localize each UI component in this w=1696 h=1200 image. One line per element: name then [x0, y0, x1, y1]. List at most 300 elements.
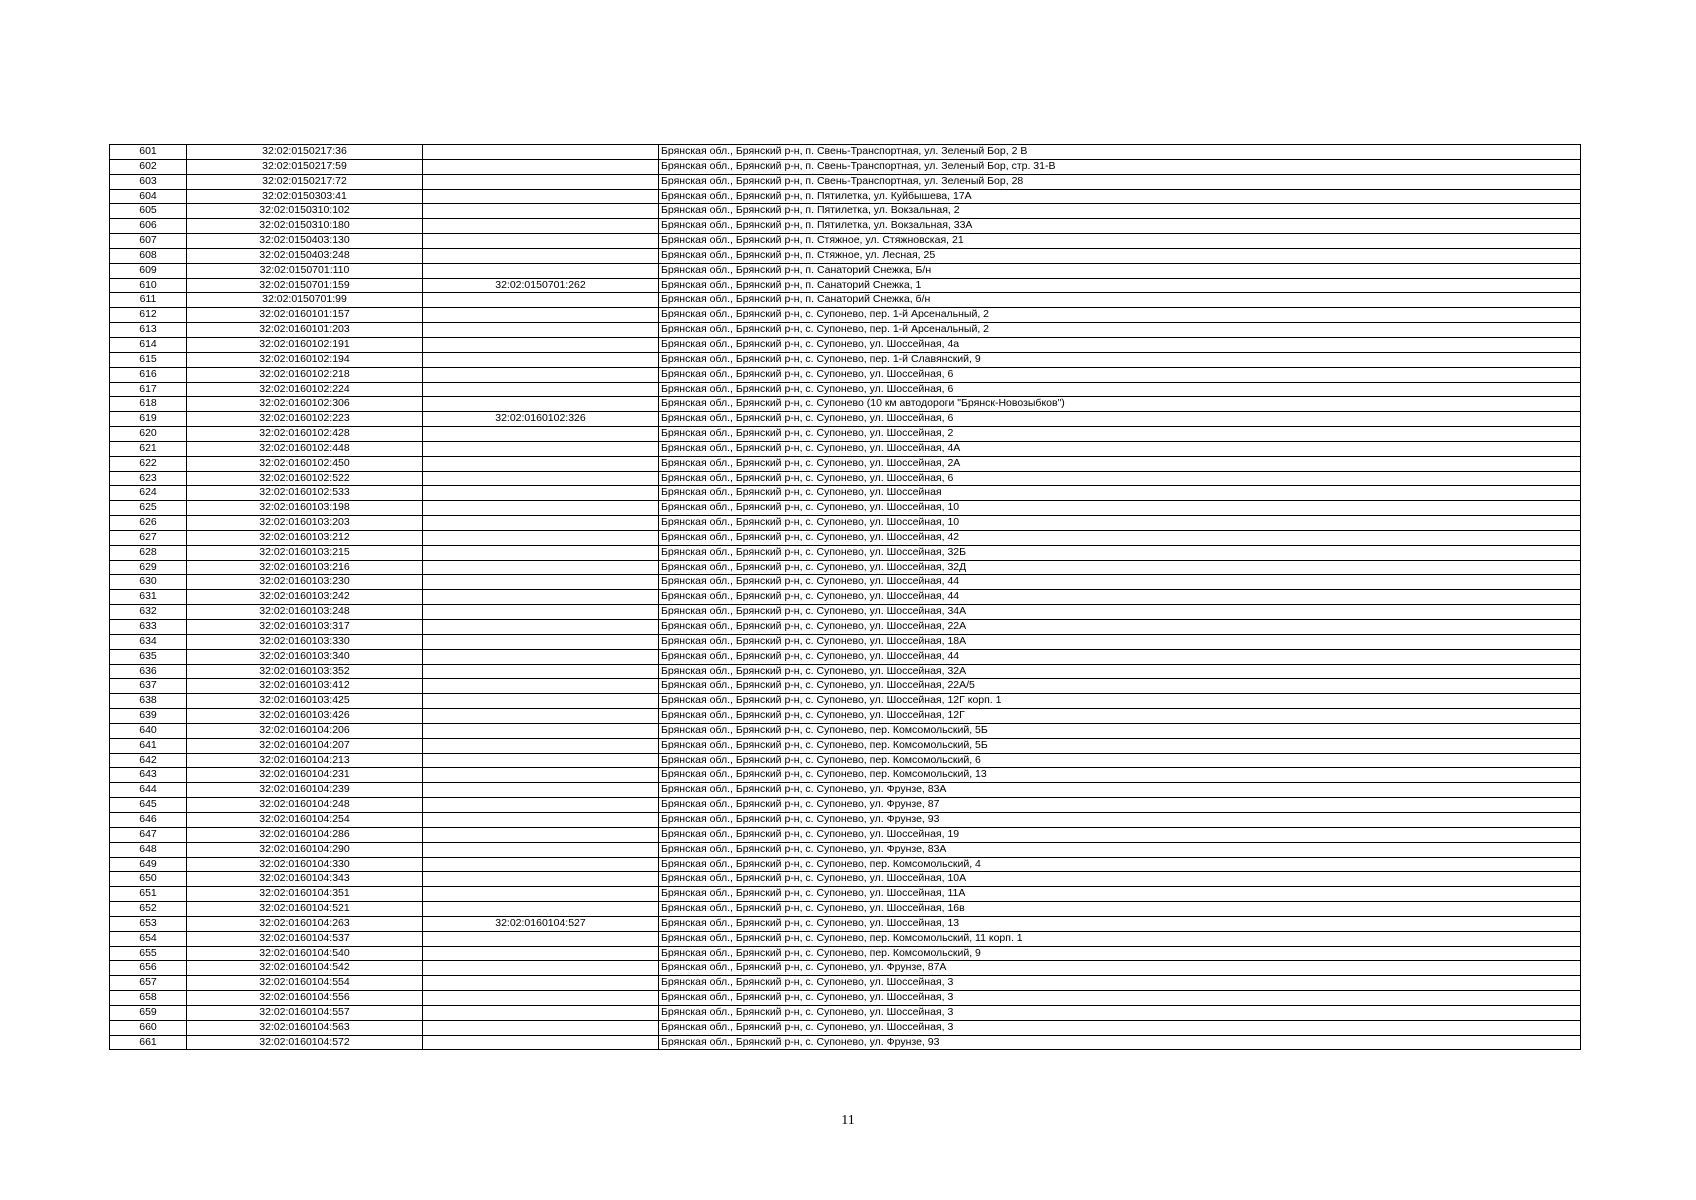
linked-cadastral-number-cell — [423, 234, 659, 249]
table-row — [110, 605, 1581, 620]
address-cell: Брянская обл., Брянский р-н, п. Пятилетка, ул. Вокзальная, 2 — [659, 204, 1581, 219]
row-number-cell: 660 — [110, 1020, 187, 1035]
table-row — [110, 679, 1581, 694]
table-row — [110, 916, 1581, 931]
cadastral-number-cell: 32:02:0160101:157 — [187, 308, 423, 323]
table-row — [110, 1035, 1581, 1050]
linked-cadastral-number-cell: 32:02:0150701:262 — [423, 278, 659, 293]
property-table — [109, 144, 1581, 1050]
linked-cadastral-number-cell — [423, 486, 659, 501]
cadastral-number-cell: 32:02:0160102:191 — [187, 337, 423, 352]
linked-cadastral-number-cell — [423, 501, 659, 516]
row-number-cell: 617 — [110, 382, 187, 397]
linked-cadastral-number-cell — [423, 337, 659, 352]
cadastral-number-cell: 32:02:0160104:239 — [187, 783, 423, 798]
cadastral-number-cell: 32:02:0160104:330 — [187, 857, 423, 872]
table-row — [110, 352, 1581, 367]
address-cell: Брянская обл., Брянский р-н, с. Супонево, ул. Шоссейная — [659, 486, 1581, 501]
table-row — [110, 189, 1581, 204]
linked-cadastral-number-cell — [423, 857, 659, 872]
address-cell: Брянская обл., Брянский р-н, п. Санаторий Снежка, 1 — [659, 278, 1581, 293]
row-number-cell: 654 — [110, 931, 187, 946]
linked-cadastral-number-cell — [423, 827, 659, 842]
cadastral-number-cell: 32:02:0160104:213 — [187, 753, 423, 768]
address-cell: Брянская обл., Брянский р-н, с. Супонево, ул. Шоссейная, 6 — [659, 367, 1581, 382]
table-row — [110, 798, 1581, 813]
row-number-cell: 603 — [110, 174, 187, 189]
row-number-cell: 605 — [110, 204, 187, 219]
cadastral-number-cell: 32:02:0150217:59 — [187, 159, 423, 174]
table-row — [110, 1005, 1581, 1020]
table-row — [110, 753, 1581, 768]
row-number-cell: 651 — [110, 887, 187, 902]
row-number-cell: 618 — [110, 397, 187, 412]
cadastral-number-cell: 32:02:0160103:203 — [187, 516, 423, 531]
table-row — [110, 664, 1581, 679]
linked-cadastral-number-cell — [423, 976, 659, 991]
address-cell: Брянская обл., Брянский р-н, с. Супонево, ул. Фрунзе, 83А — [659, 842, 1581, 857]
table-row — [110, 159, 1581, 174]
address-cell: Брянская обл., Брянский р-н, с. Супонево, ул. Шоссейная, 44 — [659, 575, 1581, 590]
row-number-cell: 661 — [110, 1035, 187, 1050]
linked-cadastral-number-cell — [423, 545, 659, 560]
table-row — [110, 412, 1581, 427]
address-cell: Брянская обл., Брянский р-н, п. Стяжное, ул. Лесная, 25 — [659, 248, 1581, 263]
row-number-cell: 612 — [110, 308, 187, 323]
table-row — [110, 872, 1581, 887]
cadastral-number-cell: 32:02:0160102:194 — [187, 352, 423, 367]
linked-cadastral-number-cell — [423, 1005, 659, 1020]
row-number-cell: 633 — [110, 620, 187, 635]
cadastral-number-cell: 32:02:0150701:110 — [187, 263, 423, 278]
linked-cadastral-number-cell — [423, 991, 659, 1006]
table-row — [110, 694, 1581, 709]
address-cell: Брянская обл., Брянский р-н, с. Супонево, ул. Шоссейная, 2А — [659, 456, 1581, 471]
table-row — [110, 1020, 1581, 1035]
row-number-cell: 639 — [110, 709, 187, 724]
linked-cadastral-number-cell — [423, 679, 659, 694]
cadastral-number-cell: 32:02:0160102:450 — [187, 456, 423, 471]
cadastral-number-cell: 32:02:0160103:330 — [187, 634, 423, 649]
address-cell: Брянская обл., Брянский р-н, с. Супонево, ул. Шоссейная, 10А — [659, 872, 1581, 887]
linked-cadastral-number-cell — [423, 872, 659, 887]
linked-cadastral-number-cell — [423, 694, 659, 709]
cadastral-number-cell: 32:02:0160103:425 — [187, 694, 423, 709]
linked-cadastral-number-cell: 32:02:0160104:527 — [423, 916, 659, 931]
row-number-cell: 627 — [110, 530, 187, 545]
address-cell: Брянская обл., Брянский р-н, с. Супонево, ул. Шоссейная, 22А/5 — [659, 679, 1581, 694]
address-cell: Брянская обл., Брянский р-н, с. Супонево, пер. Комсомольский, 11 корп. 1 — [659, 931, 1581, 946]
row-number-cell: 650 — [110, 872, 187, 887]
row-number-cell: 643 — [110, 768, 187, 783]
page-number: 11 — [841, 1113, 855, 1128]
address-cell: Брянская обл., Брянский р-н, с. Супонево, ул. Шоссейная, 6 — [659, 471, 1581, 486]
row-number-cell: 623 — [110, 471, 187, 486]
cadastral-number-cell: 32:02:0150403:130 — [187, 234, 423, 249]
linked-cadastral-number-cell — [423, 842, 659, 857]
address-cell: Брянская обл., Брянский р-н, с. Супонево, пер. Комсомольский, 5Б — [659, 738, 1581, 753]
property-table-body — [110, 145, 1581, 1050]
linked-cadastral-number-cell — [423, 887, 659, 902]
table-row — [110, 456, 1581, 471]
cadastral-number-cell: 32:02:0160103:242 — [187, 590, 423, 605]
row-number-cell: 637 — [110, 679, 187, 694]
table-row — [110, 738, 1581, 753]
linked-cadastral-number-cell — [423, 753, 659, 768]
address-cell: Брянская обл., Брянский р-н, с. Супонево, ул. Шоссейная, 42 — [659, 530, 1581, 545]
linked-cadastral-number-cell — [423, 219, 659, 234]
address-cell: Брянская обл., Брянский р-н, п. Санаторий Снежка, б/н — [659, 293, 1581, 308]
table-row — [110, 263, 1581, 278]
address-cell: Брянская обл., Брянский р-н, с. Супонево, ул. Шоссейная, 19 — [659, 827, 1581, 842]
cadastral-number-cell: 32:02:0160102:522 — [187, 471, 423, 486]
table-row — [110, 902, 1581, 917]
cadastral-number-cell: 32:02:0160103:340 — [187, 649, 423, 664]
linked-cadastral-number-cell — [423, 575, 659, 590]
table-row — [110, 293, 1581, 308]
cadastral-number-cell: 32:02:0150310:102 — [187, 204, 423, 219]
address-cell: Брянская обл., Брянский р-н, с. Супонево, ул. Шоссейная, 3 — [659, 1005, 1581, 1020]
address-cell: Брянская обл., Брянский р-н, с. Супонево, пер. 1-й Арсенальный, 2 — [659, 323, 1581, 338]
linked-cadastral-number-cell — [423, 560, 659, 575]
address-cell: Брянская обл., Брянский р-н, с. Супонево, ул. Шоссейная, 10 — [659, 501, 1581, 516]
linked-cadastral-number-cell — [423, 397, 659, 412]
address-cell: Брянская обл., Брянский р-н, с. Супонево, ул. Шоссейная, 18А — [659, 634, 1581, 649]
linked-cadastral-number-cell — [423, 605, 659, 620]
address-cell: Брянская обл., Брянский р-н, с. Супонево, ул. Фрунзе, 93 — [659, 1035, 1581, 1050]
table-row — [110, 976, 1581, 991]
row-number-cell: 647 — [110, 827, 187, 842]
table-row — [110, 545, 1581, 560]
address-cell: Брянская обл., Брянский р-н, п. Пятилетка, ул. Куйбышева, 17А — [659, 189, 1581, 204]
linked-cadastral-number-cell — [423, 768, 659, 783]
cadastral-number-cell: 32:02:0160104:521 — [187, 902, 423, 917]
address-cell: Брянская обл., Брянский р-н, с. Супонево, пер. Комсомольский, 13 — [659, 768, 1581, 783]
address-cell: Брянская обл., Брянский р-н, с. Супонево, ул. Шоссейная, 10 — [659, 516, 1581, 531]
address-cell: Брянская обл., Брянский р-н, с. Супонево, ул. Фрунзе, 87А — [659, 961, 1581, 976]
cadastral-number-cell: 32:02:0160102:306 — [187, 397, 423, 412]
linked-cadastral-number-cell — [423, 590, 659, 605]
table-row — [110, 219, 1581, 234]
row-number-cell: 620 — [110, 427, 187, 442]
cadastral-number-cell: 32:02:0150701:159 — [187, 278, 423, 293]
linked-cadastral-number-cell — [423, 263, 659, 278]
address-cell: Брянская обл., Брянский р-н, с. Супонево, пер. Комсомольский, 9 — [659, 946, 1581, 961]
address-cell: Брянская обл., Брянский р-н, с. Супонево, ул. Шоссейная, 6 — [659, 382, 1581, 397]
address-cell: Брянская обл., Брянский р-н, п. Стяжное, ул. Стяжновская, 21 — [659, 234, 1581, 249]
row-number-cell: 622 — [110, 456, 187, 471]
row-number-cell: 648 — [110, 842, 187, 857]
cadastral-number-cell: 32:02:0150701:99 — [187, 293, 423, 308]
table-row — [110, 991, 1581, 1006]
row-number-cell: 649 — [110, 857, 187, 872]
table-row — [110, 590, 1581, 605]
address-cell: Брянская обл., Брянский р-н, с. Супонево, ул. Шоссейная, 32Д — [659, 560, 1581, 575]
address-cell: Брянская обл., Брянский р-н, п. Санаторий Снежка, Б/н — [659, 263, 1581, 278]
table-row — [110, 516, 1581, 531]
address-cell: Брянская обл., Брянский р-н, с. Супонево, ул. Шоссейная, 44 — [659, 649, 1581, 664]
row-number-cell: 646 — [110, 812, 187, 827]
linked-cadastral-number-cell — [423, 620, 659, 635]
cadastral-number-cell: 32:02:0160103:317 — [187, 620, 423, 635]
row-number-cell: 611 — [110, 293, 187, 308]
row-number-cell: 645 — [110, 798, 187, 813]
table-row — [110, 620, 1581, 635]
row-number-cell: 615 — [110, 352, 187, 367]
linked-cadastral-number-cell — [423, 174, 659, 189]
address-cell: Брянская обл., Брянский р-н, с. Супонево (10 км автодороги "Брянск-Новозыбков") — [659, 397, 1581, 412]
linked-cadastral-number-cell — [423, 352, 659, 367]
cadastral-number-cell: 32:02:0160103:198 — [187, 501, 423, 516]
address-cell: Брянская обл., Брянский р-н, с. Супонево, пер. 1-й Славянский, 9 — [659, 352, 1581, 367]
linked-cadastral-number-cell — [423, 931, 659, 946]
cadastral-number-cell: 32:02:0160103:248 — [187, 605, 423, 620]
cadastral-number-cell: 32:02:0160104:207 — [187, 738, 423, 753]
row-number-cell: 616 — [110, 367, 187, 382]
table-row — [110, 308, 1581, 323]
table-row — [110, 204, 1581, 219]
cadastral-number-cell: 32:02:0160104:563 — [187, 1020, 423, 1035]
cadastral-number-cell: 32:02:0150403:248 — [187, 248, 423, 263]
row-number-cell: 636 — [110, 664, 187, 679]
table-row — [110, 560, 1581, 575]
address-cell: Брянская обл., Брянский р-н, с. Супонево, ул. Фрунзе, 83А — [659, 783, 1581, 798]
linked-cadastral-number-cell — [423, 456, 659, 471]
table-row — [110, 323, 1581, 338]
table-row — [110, 783, 1581, 798]
linked-cadastral-number-cell — [423, 516, 659, 531]
linked-cadastral-number-cell — [423, 204, 659, 219]
address-cell: Брянская обл., Брянский р-н, с. Супонево, ул. Шоссейная, 13 — [659, 916, 1581, 931]
linked-cadastral-number-cell — [423, 1035, 659, 1050]
row-number-cell: 621 — [110, 441, 187, 456]
address-cell: Брянская обл., Брянский р-н, с. Супонево, пер. 1-й Арсенальный, 2 — [659, 308, 1581, 323]
table-row — [110, 946, 1581, 961]
row-number-cell: 630 — [110, 575, 187, 590]
linked-cadastral-number-cell — [423, 308, 659, 323]
address-cell: Брянская обл., Брянский р-н, с. Супонево, ул. Шоссейная, 32А — [659, 664, 1581, 679]
table-row — [110, 723, 1581, 738]
table-row — [110, 234, 1581, 249]
row-number-cell: 659 — [110, 1005, 187, 1020]
address-cell: Брянская обл., Брянский р-н, с. Супонево, ул. Шоссейная, 16в — [659, 902, 1581, 917]
cadastral-number-cell: 32:02:0160104:554 — [187, 976, 423, 991]
table-row — [110, 278, 1581, 293]
row-number-cell: 635 — [110, 649, 187, 664]
table-row — [110, 174, 1581, 189]
cadastral-number-cell: 32:02:0160103:212 — [187, 530, 423, 545]
table-row — [110, 857, 1581, 872]
address-cell: Брянская обл., Брянский р-н, с. Супонево, ул. Шоссейная, 34А — [659, 605, 1581, 620]
cadastral-number-cell: 32:02:0160102:218 — [187, 367, 423, 382]
row-number-cell: 634 — [110, 634, 187, 649]
linked-cadastral-number-cell — [423, 738, 659, 753]
cadastral-number-cell: 32:02:0160103:215 — [187, 545, 423, 560]
address-cell: Брянская обл., Брянский р-н, с. Супонево, ул. Шоссейная, 2 — [659, 427, 1581, 442]
row-number-cell: 642 — [110, 753, 187, 768]
linked-cadastral-number-cell — [423, 145, 659, 160]
row-number-cell: 619 — [110, 412, 187, 427]
row-number-cell: 629 — [110, 560, 187, 575]
cadastral-number-cell: 32:02:0160104:540 — [187, 946, 423, 961]
linked-cadastral-number-cell — [423, 649, 659, 664]
linked-cadastral-number-cell — [423, 382, 659, 397]
address-cell: Брянская обл., Брянский р-н, с. Супонево, ул. Шоссейная, 6 — [659, 412, 1581, 427]
row-number-cell: 657 — [110, 976, 187, 991]
table-row — [110, 649, 1581, 664]
address-cell: Брянская обл., Брянский р-н, п. Пятилетка, ул. Вокзальная, 33А — [659, 219, 1581, 234]
row-number-cell: 609 — [110, 263, 187, 278]
cadastral-number-cell: 32:02:0160103:216 — [187, 560, 423, 575]
row-number-cell: 658 — [110, 991, 187, 1006]
table-row — [110, 709, 1581, 724]
address-cell: Брянская обл., Брянский р-н, п. Свень-Транспортная, ул. Зеленый Бор, 28 — [659, 174, 1581, 189]
table-row — [110, 337, 1581, 352]
cadastral-number-cell: 32:02:0160102:533 — [187, 486, 423, 501]
address-cell: Брянская обл., Брянский р-н, с. Супонево, ул. Шоссейная, 44 — [659, 590, 1581, 605]
row-number-cell: 632 — [110, 605, 187, 620]
cadastral-number-cell: 32:02:0160104:351 — [187, 887, 423, 902]
address-cell: Брянская обл., Брянский р-н, с. Супонево, ул. Фрунзе, 93 — [659, 812, 1581, 827]
address-cell: Брянская обл., Брянский р-н, с. Супонево, ул. Шоссейная, 4А — [659, 441, 1581, 456]
row-number-cell: 631 — [110, 590, 187, 605]
linked-cadastral-number-cell — [423, 1020, 659, 1035]
row-number-cell: 624 — [110, 486, 187, 501]
linked-cadastral-number-cell — [423, 530, 659, 545]
table-row — [110, 486, 1581, 501]
address-cell: Брянская обл., Брянский р-н, с. Супонево, ул. Шоссейная, 3 — [659, 991, 1581, 1006]
address-cell: Брянская обл., Брянский р-н, п. Свень-Транспортная, ул. Зеленый Бор, стр. 31-В — [659, 159, 1581, 174]
address-cell: Брянская обл., Брянский р-н, с. Супонево, ул. Фрунзе, 87 — [659, 798, 1581, 813]
table-row — [110, 471, 1581, 486]
address-cell: Брянская обл., Брянский р-н, с. Супонево, ул. Шоссейная, 12Г — [659, 709, 1581, 724]
cadastral-number-cell: 32:02:0160104:254 — [187, 812, 423, 827]
cadastral-number-cell: 32:02:0160104:343 — [187, 872, 423, 887]
row-number-cell: 614 — [110, 337, 187, 352]
table-row — [110, 961, 1581, 976]
cadastral-number-cell: 32:02:0150303:41 — [187, 189, 423, 204]
linked-cadastral-number-cell — [423, 367, 659, 382]
table-row — [110, 827, 1581, 842]
table-row — [110, 382, 1581, 397]
address-cell: Брянская обл., Брянский р-н, с. Супонево, ул. Шоссейная, 3 — [659, 976, 1581, 991]
linked-cadastral-number-cell — [423, 709, 659, 724]
cadastral-number-cell: 32:02:0150310:180 — [187, 219, 423, 234]
table-row — [110, 397, 1581, 412]
row-number-cell: 640 — [110, 723, 187, 738]
row-number-cell: 628 — [110, 545, 187, 560]
row-number-cell: 604 — [110, 189, 187, 204]
row-number-cell: 626 — [110, 516, 187, 531]
cadastral-number-cell: 32:02:0160101:203 — [187, 323, 423, 338]
linked-cadastral-number-cell — [423, 293, 659, 308]
row-number-cell: 606 — [110, 219, 187, 234]
table-row — [110, 248, 1581, 263]
linked-cadastral-number-cell — [423, 248, 659, 263]
cadastral-number-cell: 32:02:0160104:231 — [187, 768, 423, 783]
linked-cadastral-number-cell — [423, 189, 659, 204]
cadastral-number-cell: 32:02:0160102:448 — [187, 441, 423, 456]
cadastral-number-cell: 32:02:0160103:412 — [187, 679, 423, 694]
address-cell: Брянская обл., Брянский р-н, с. Супонево, ул. Шоссейная, 11А — [659, 887, 1581, 902]
linked-cadastral-number-cell — [423, 441, 659, 456]
address-cell: Брянская обл., Брянский р-н, с. Супонево, ул. Шоссейная, 3 — [659, 1020, 1581, 1035]
cadastral-number-cell: 32:02:0160104:206 — [187, 723, 423, 738]
address-cell: Брянская обл., Брянский р-н, с. Супонево, ул. Шоссейная, 22А — [659, 620, 1581, 635]
address-cell: Брянская обл., Брянский р-н, с. Супонево, пер. Комсомольский, 5Б — [659, 723, 1581, 738]
table-row — [110, 768, 1581, 783]
linked-cadastral-number-cell — [423, 961, 659, 976]
row-number-cell: 608 — [110, 248, 187, 263]
table-row — [110, 634, 1581, 649]
cadastral-number-cell: 32:02:0160104:286 — [187, 827, 423, 842]
table-row — [110, 530, 1581, 545]
row-number-cell: 601 — [110, 145, 187, 160]
table-row — [110, 887, 1581, 902]
row-number-cell: 653 — [110, 916, 187, 931]
cadastral-number-cell: 32:02:0160104:542 — [187, 961, 423, 976]
table-row — [110, 501, 1581, 516]
address-cell: Брянская обл., Брянский р-н, с. Супонево, пер. Комсомольский, 6 — [659, 753, 1581, 768]
linked-cadastral-number-cell — [423, 946, 659, 961]
address-cell: Брянская обл., Брянский р-н, с. Супонево, ул. Шоссейная, 12Г корп. 1 — [659, 694, 1581, 709]
cadastral-number-cell: 32:02:0160103:230 — [187, 575, 423, 590]
cadastral-number-cell: 32:02:0160102:428 — [187, 427, 423, 442]
cadastral-number-cell: 32:02:0160103:352 — [187, 664, 423, 679]
row-number-cell: 656 — [110, 961, 187, 976]
address-cell: Брянская обл., Брянский р-н, с. Супонево, ул. Шоссейная, 32Б — [659, 545, 1581, 560]
cadastral-number-cell: 32:02:0160104:537 — [187, 931, 423, 946]
linked-cadastral-number-cell — [423, 812, 659, 827]
address-cell: Брянская обл., Брянский р-н, с. Супонево, пер. Комсомольский, 4 — [659, 857, 1581, 872]
row-number-cell: 625 — [110, 501, 187, 516]
linked-cadastral-number-cell — [423, 723, 659, 738]
cadastral-number-cell: 32:02:0160102:223 — [187, 412, 423, 427]
cadastral-number-cell: 32:02:0160104:556 — [187, 991, 423, 1006]
table-row — [110, 842, 1581, 857]
table-row — [110, 575, 1581, 590]
cadastral-number-cell: 32:02:0160102:224 — [187, 382, 423, 397]
cadastral-number-cell: 32:02:0160104:248 — [187, 798, 423, 813]
table-row — [110, 441, 1581, 456]
address-cell: Брянская обл., Брянский р-н, п. Свень-Транспортная, ул. Зеленый Бор, 2 В — [659, 145, 1581, 160]
row-number-cell: 652 — [110, 902, 187, 917]
row-number-cell: 655 — [110, 946, 187, 961]
linked-cadastral-number-cell — [423, 664, 659, 679]
cadastral-number-cell: 32:02:0150217:72 — [187, 174, 423, 189]
cadastral-number-cell: 32:02:0160104:290 — [187, 842, 423, 857]
cadastral-number-cell: 32:02:0160104:557 — [187, 1005, 423, 1020]
table-row — [110, 427, 1581, 442]
linked-cadastral-number-cell — [423, 471, 659, 486]
row-number-cell: 641 — [110, 738, 187, 753]
table-row — [110, 367, 1581, 382]
row-number-cell: 607 — [110, 234, 187, 249]
table-row — [110, 145, 1581, 160]
row-number-cell: 602 — [110, 159, 187, 174]
table-row — [110, 931, 1581, 946]
linked-cadastral-number-cell — [423, 323, 659, 338]
cadastral-number-cell: 32:02:0160103:426 — [187, 709, 423, 724]
address-cell: Брянская обл., Брянский р-н, с. Супонево, ул. Шоссейная, 4а — [659, 337, 1581, 352]
linked-cadastral-number-cell — [423, 427, 659, 442]
linked-cadastral-number-cell — [423, 902, 659, 917]
linked-cadastral-number-cell — [423, 634, 659, 649]
cadastral-number-cell: 32:02:0160104:263 — [187, 916, 423, 931]
linked-cadastral-number-cell — [423, 159, 659, 174]
row-number-cell: 644 — [110, 783, 187, 798]
table-row — [110, 812, 1581, 827]
